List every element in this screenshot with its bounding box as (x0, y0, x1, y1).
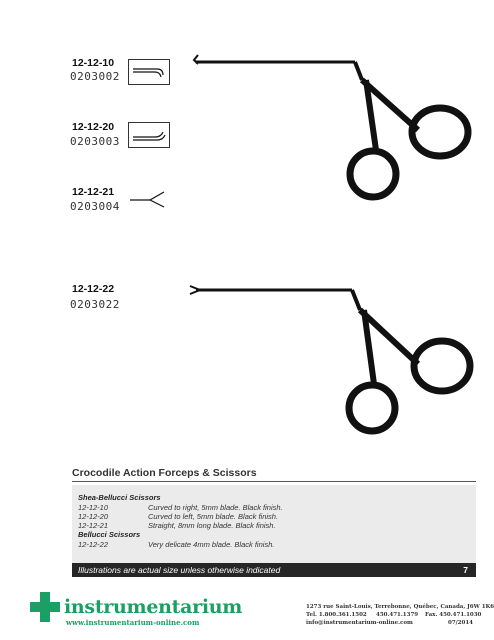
brand-name: instrumentarium (64, 596, 243, 618)
straight-blade-icon (128, 188, 168, 212)
table-row-code: 12-12-21 (78, 521, 109, 530)
footer-bar (72, 563, 476, 577)
product-table (72, 485, 476, 563)
footer-note: Illustrations are actual size unless otherwise indicated (78, 565, 281, 575)
title-divider (72, 481, 476, 482)
group-heading-2: Bellucci Scissors (78, 530, 141, 539)
product-code-2: 12-12-20 (72, 121, 115, 133)
fax-line: Fax. 450.471.1030 (425, 612, 482, 618)
table-row-code: 12-12-20 (78, 512, 109, 521)
product-code-1: 12-12-10 (72, 57, 115, 69)
blade-thumbnail-2 (128, 122, 170, 148)
group-heading-1: Shea-Bellucci Scissors (78, 493, 161, 502)
tel-line: Tel. 1.800.361.1502 (306, 612, 367, 618)
email-line[interactable]: info@instrumentarium-online.com (306, 620, 413, 626)
page-number: 7 (463, 565, 468, 575)
tel2-line: 450.471.1379 (376, 612, 419, 618)
table-row-code: 12-12-22 (78, 540, 109, 549)
table-row-desc: Very delicate 4mm blade. Black finish. (148, 540, 275, 549)
product-ref-4: 0203022 (70, 298, 120, 311)
table-row-code: 12-12-10 (78, 503, 109, 512)
blade-thumbnail-1 (128, 59, 170, 85)
forceps-illustration-2 (180, 280, 480, 445)
table-row-desc: Curved to right, 5mm blade. Black finish. (148, 503, 283, 512)
section-title: Crocodile Action Forceps & Scissors (72, 467, 257, 479)
date-line: 07/2014 (448, 620, 473, 626)
product-code-3: 12-12-21 (72, 186, 115, 198)
scissors-illustration-1 (180, 50, 480, 210)
product-ref-3: 0203004 (70, 200, 120, 213)
table-row-desc: Curved to left, 5mm blade. Black finish. (148, 512, 279, 521)
medical-cross-logo-icon (28, 590, 62, 624)
brand-url[interactable]: www.instrumentarium-online.com (66, 618, 200, 627)
curved-right-blade-icon (129, 60, 169, 84)
product-ref-1: 0203002 (70, 70, 120, 83)
address-line: 1273 rue Saint-Louis, Terrebonne, Québec, Canada, J6W 1K6 (306, 604, 494, 610)
product-code-4: 12-12-22 (72, 283, 115, 295)
product-ref-2: 0203003 (70, 135, 120, 148)
table-row-desc: Straight, 8mm long blade. Black finish. (148, 521, 276, 530)
curved-left-blade-icon (129, 123, 169, 147)
